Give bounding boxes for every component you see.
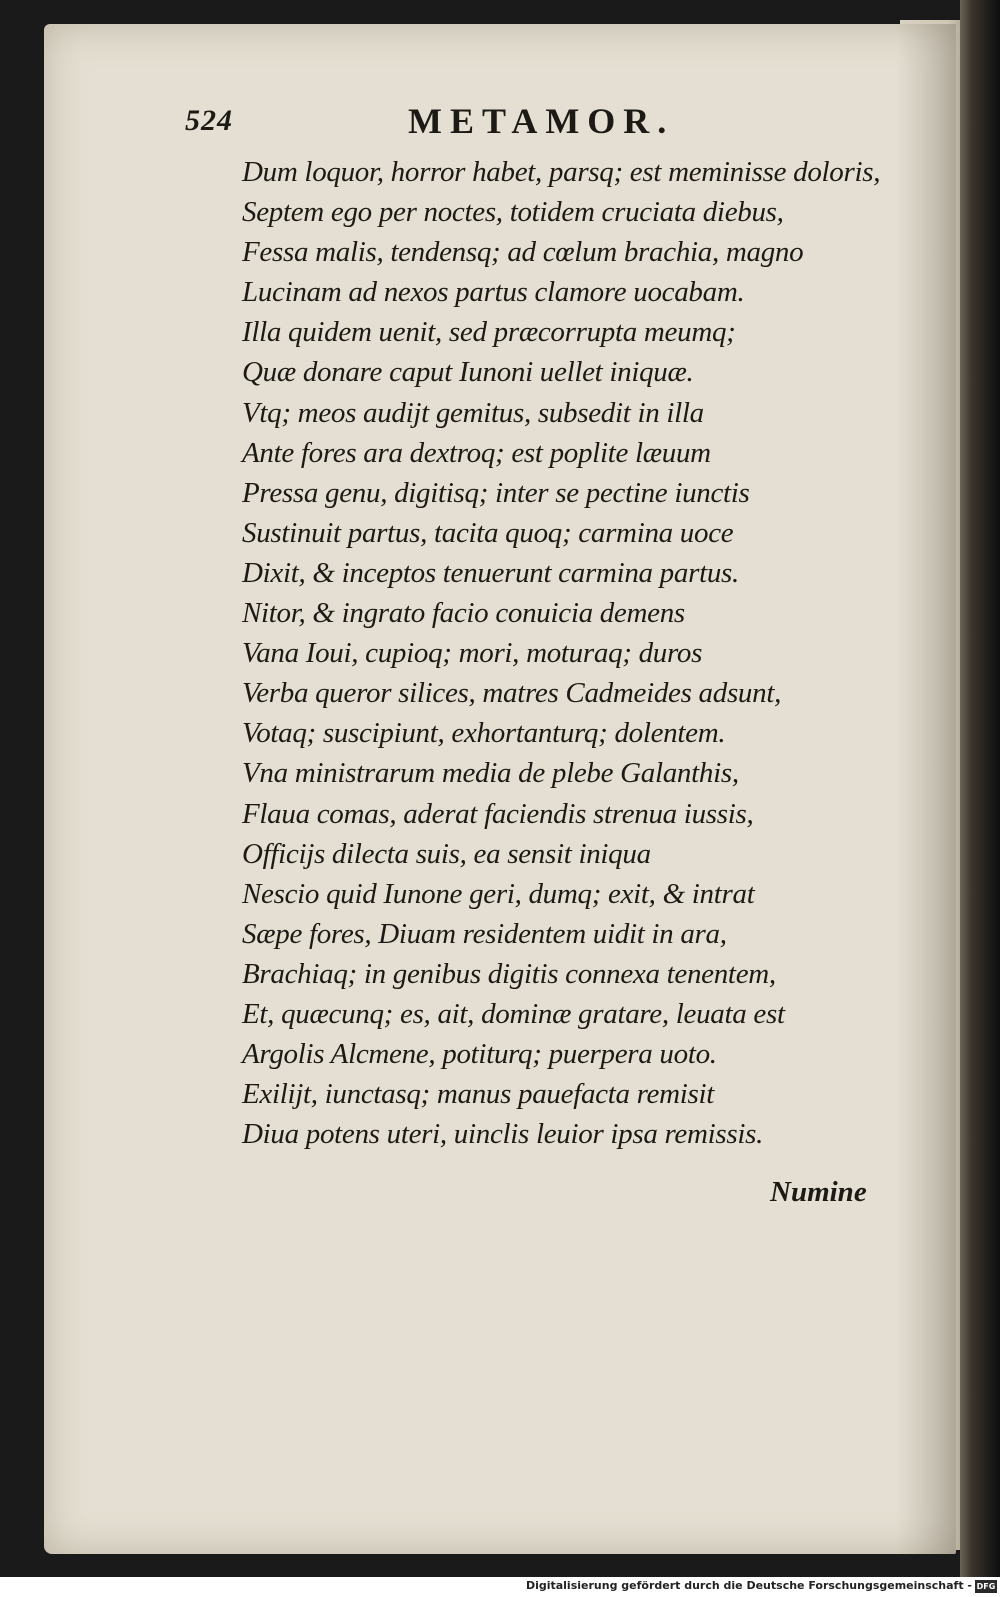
verse-line: Septem ego per noctes, totidem cruciata diebus,: [242, 196, 784, 229]
funding-credit: Digitalisierung gefördert durch die Deutsche Forschungsgemeinschaft -: [525, 1579, 972, 1592]
page-number: 524: [185, 104, 233, 137]
verse-text: [242, 152, 922, 1154]
verse-line: Illa quidem uenit, sed præcorrupta meumq;: [242, 316, 736, 349]
running-head: METAMOR.: [408, 101, 675, 141]
verse-line: Votaq; suscipiunt, exhortanturq; dolentem.: [242, 717, 726, 750]
verse-line: Vna ministrarum media de plebe Galanthis,: [242, 757, 739, 790]
verse-line: Fessa malis, tendensq; ad cœlum brachia, magno: [242, 236, 804, 269]
verse-line: Nitor, & ingrato facio conuicia demens: [242, 597, 685, 630]
verse-line: Quæ donare caput Iunoni uellet iniquæ.: [242, 356, 694, 389]
verse-line: Officijs dilecta suis, ea sensit iniqua: [242, 837, 651, 870]
verse-line: Sustinuit partus, tacita quoq; carmina uoce: [242, 516, 734, 549]
digitization-footer: [0, 1577, 1000, 1597]
verse-line: Diua potens uteri, uinclis leuior ipsa remissis.: [242, 1118, 764, 1151]
verse-line: Dixit, & inceptos tenuerunt carmina partus.: [242, 556, 739, 589]
verse-line: Argolis Alcmene, potiturq; puerpera uoto.: [242, 1038, 717, 1071]
verse-line: Ante fores ara dextroq; est poplite læuum: [242, 436, 711, 469]
verse-line: Verba queror silices, matres Cadmeides adsunt,: [242, 677, 782, 710]
verse-line: Sæpe fores, Diuam residentem uidit in ara,: [242, 917, 727, 950]
verse-line: Dum loquor, horror habet, parsq; est meminisse doloris,: [242, 156, 881, 188]
verse-line: Lucinam ad nexos partus clamore uocabam.: [242, 276, 745, 309]
verse-line: Brachiaq; in genibus digitis connexa tenentem,: [242, 957, 776, 990]
dfg-logo: DFG: [976, 1582, 996, 1591]
verse-line: Et, quæcunq; es, ait, dominæ gratare, leuata est: [242, 997, 785, 1030]
verse-line: Nescio quid Iunone geri, dumq; exit, & intrat: [242, 877, 755, 910]
verse-line: Pressa genu, digitisq; inter se pectine iunctis: [242, 476, 750, 509]
verse-line: Vtq; meos audijt gemitus, subsedit in illa: [242, 396, 704, 429]
book-binding-shadow: [960, 0, 1000, 1577]
verse-line: Vana Ioui, cupioq; mori, moturaq; duros: [242, 637, 703, 670]
catchword: Numine: [770, 1176, 867, 1208]
verse-line: Flaua comas, aderat faciendis strenua iussis,: [242, 797, 754, 830]
verse-line: Exilijt, iunctasq; manus pauefacta remisit: [242, 1078, 715, 1111]
